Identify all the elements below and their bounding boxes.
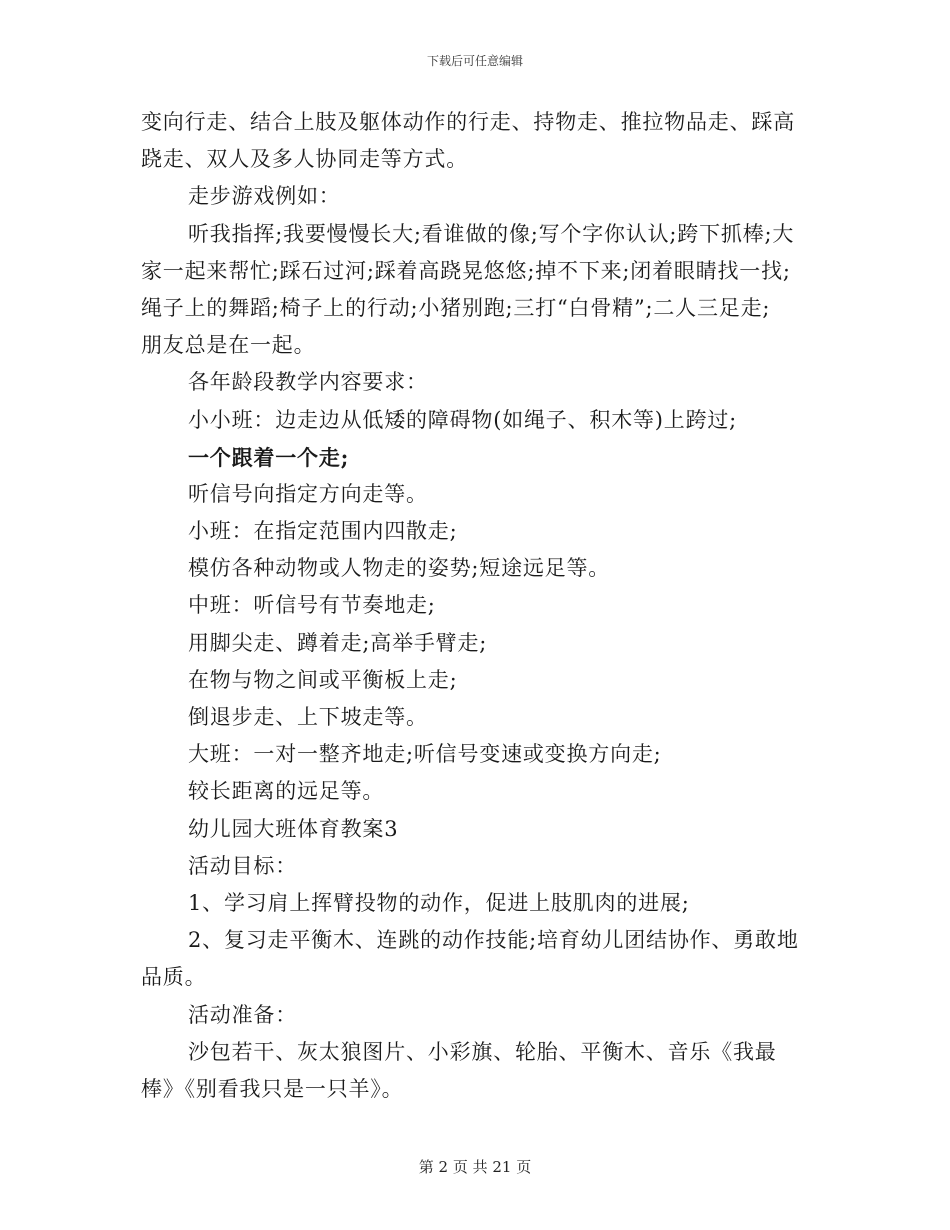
- text-line: 朋友总是在一起。: [141, 333, 316, 358]
- text-line: 各年龄段教学内容要求：: [188, 370, 428, 395]
- text-line: 听信号向指定方向走等。: [188, 481, 428, 506]
- text-line: 跷走、双人及多人协同走等方式。: [141, 147, 468, 172]
- text-line: 品质。: [141, 965, 207, 990]
- text-line: 用脚尖走、蹲着走;高举手臂走;: [188, 630, 488, 655]
- text-line: 较长距离的远足等。: [188, 779, 385, 804]
- text-line: 在物与物之间或平衡板上走;: [188, 667, 458, 692]
- text-line: 小班：在指定范围内四散走;: [188, 519, 458, 544]
- text-line: 小小班：边走边从低矮的障碍物(如绳子、积木等)上跨过;: [188, 407, 738, 432]
- text-line: 倒退步走、上下坡走等。: [188, 705, 428, 729]
- text-line: 2、复习走平衡木、连跳的动作技能;培育幼儿团结协作、勇敢地: [188, 928, 799, 953]
- text-line: 1、学习肩上挥臂投物的动作，促进上肢肌肉的进展;: [188, 890, 690, 915]
- text-line: 家一起来帮忙;踩石过河;踩着高跷晃悠悠;掉不下来;闭着眼睛找一找;: [141, 258, 791, 283]
- text-line: 沙包若干、灰太狼图片、小彩旗、轮胎、平衡木、音乐《我最: [188, 1039, 777, 1064]
- text-line: 幼儿园大班体育教案3: [188, 816, 399, 841]
- text-line: 模仿各种动物或人物走的姿势;短途远足等。: [188, 556, 611, 581]
- document-body: [141, 104, 809, 1108]
- text-line: 活动准备：: [188, 1002, 297, 1027]
- text-line: 活动目标：: [188, 853, 297, 878]
- text-line: 大班：一对一整齐地走;听信号变速或变换方向走;: [188, 742, 662, 767]
- text-line: 变向行走、结合上肢及躯体动作的行走、持物走、推拉物品走、踩高: [141, 110, 795, 134]
- text-line: 棒》《别看我只是一只羊》。: [141, 1076, 404, 1101]
- page-footer: 第 2 页 共 21 页: [418, 1158, 532, 1176]
- text-line: 听我指挥;我要慢慢长大;看谁做的像;写个字你认认;跨下抓棒;大: [188, 221, 795, 246]
- text-line: 中班：听信号有节奏地走;: [188, 593, 436, 618]
- page-header: 下载后可任意编辑: [426, 54, 523, 68]
- text-line: 绳子上的舞蹈;椅子上的行动;小猪别跑;三打“白骨精”;二人三足走;: [141, 295, 771, 320]
- text-line: 走步游戏例如：: [188, 184, 341, 209]
- text-line: 一个跟着一个走;: [188, 444, 350, 470]
